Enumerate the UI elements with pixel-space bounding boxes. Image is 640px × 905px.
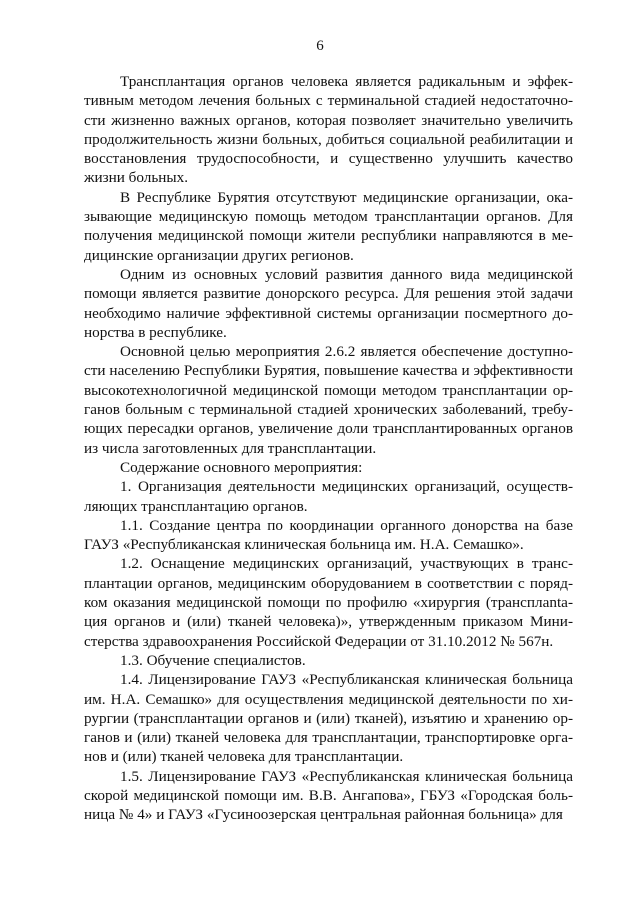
document-body xyxy=(84,72,573,825)
paragraph-transplantation-intro: Трансплантация органов человека является радикальным и эффективным методом лечения больных с терминальной стадией недостаточности жизненно важных органов, которая позволяет значительно увеличить продолжительность жизни больных, добиться социальной реабилитации и восстановления трудоспособности, и существенно улучшить качество жизни больных. xyxy=(84,73,573,187)
page-number: 6 xyxy=(316,38,324,54)
list-item-1-2: 1.2. Оснащение медицинских организаций, участвующих в трансплантации органов, медицинским оборудованием в соответствии с порядком оказания медицинской помощи по профилю «хирургия (трансплantaция органов и (или) тканей человека)», утвержденным приказом Министерства здравоохранения Российской Федерации от 31.10.2012 № 567н. xyxy=(84,555,573,650)
list-item-1-4: 1.4. Лицензирование ГАУЗ «Республиканская клиническая больница им. Н.А. Семашко» для осуществления медицинской деятельности по хирургии (трансплантации органов и (или) тканей), изъятию и хранению органов и (или) тканей человека для трансплантации, транспортировке органов и (или) тканей человека для трансплантации. xyxy=(84,671,573,766)
paragraph-buryatia-situation: В Республике Бурятия отсутствуют медицинские организации, оказывающие медицинскую помощь методом трансплантации органов. Для получения медицинской помощи жители республики направляются в медицинские организации других регионов. xyxy=(84,188,573,264)
paragraph-donor-resource: Одним из основных условий развития данного вида медицинской помощи является развитие донорского ресурса. Для решения этой задачи необходимо наличие эффективной системы организации посмертного донорства в республике. xyxy=(84,265,573,341)
list-item-1-3: 1.3. Обучение специалистов. xyxy=(120,651,306,669)
paragraph-contents-heading: Содержание основного мероприятия: xyxy=(120,458,363,476)
list-item-1-5: 1.5. Лицензирование ГАУЗ «Республиканская клиническая больница скорой медицинской помощи им. В.В. Ангапова», ГБУЗ «Городская больница № 4» и ГАУЗ «Гусиноозерская центральная районная больница» для xyxy=(84,767,573,824)
list-item-1: 1. Организация деятельности медицинских организаций, осуществляющих трансплантацию органов. xyxy=(84,478,573,515)
list-item-1-1: 1.1. Создание центра по координации органного донорства на базе ГАУЗ «Республиканская клиническая больница им. Н.А. Семашко». xyxy=(84,516,573,554)
paragraph-main-goal: Основной целью мероприятия 2.6.2 является обеспечение доступности населению Республики Бурятия, повышение качества и эффективности высокотехнологичной медицинской помощи методом трансплантации органов больным с терминальной стадией хронических заболеваний, требующих пересадки органов, увеличение доли трансплантированных органов из числа заготовленных для трансплантации. xyxy=(84,343,573,457)
